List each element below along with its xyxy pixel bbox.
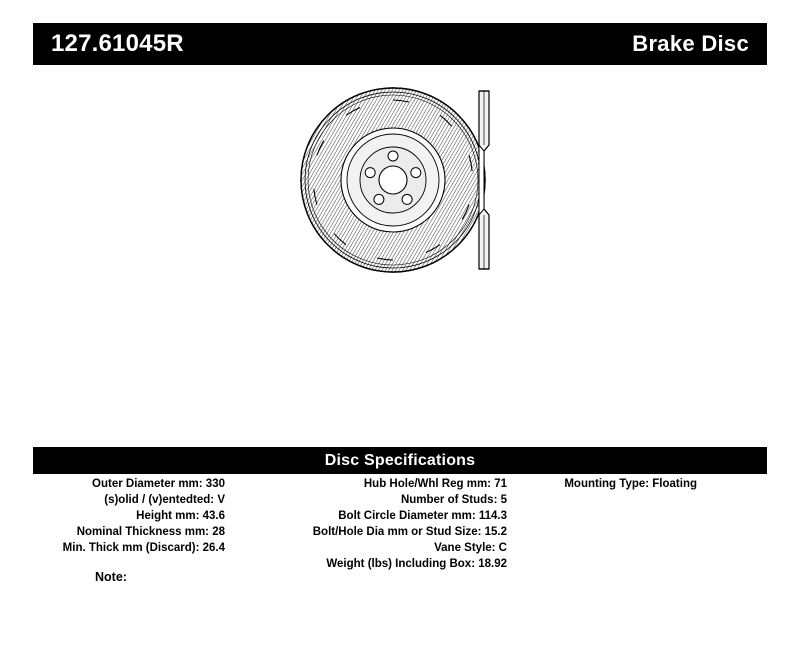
drawing-area [33, 75, 767, 430]
spec-nominal-thickness: Nominal Thickness mm: 28 [76, 526, 225, 538]
spec-mounting-type: Mounting Type: Floating [564, 478, 697, 490]
spec-title: Disc Specifications [324, 451, 476, 469]
part-number: 127.61045R [51, 30, 184, 57]
spec-column-middle [233, 476, 513, 572]
spec-min-thickness: Min. Thick mm (Discard): 26.4 [62, 542, 225, 554]
spec-vane-style: Vane Style: C [434, 542, 507, 554]
brake-rotor-edge-view [453, 85, 513, 280]
spec-height: Height mm: 43.6 [136, 510, 225, 522]
spec-solid-vented: (s)olid / (v)entedted: V [104, 494, 225, 506]
note-label: Note: [95, 570, 127, 584]
spec-title-bar [33, 447, 767, 474]
spec-number-of-studs: Number of Studs: 5 [400, 494, 507, 506]
spec-bolt-hole-dia: Bolt/Hole Dia mm or Stud Size: 15.2 [312, 526, 507, 538]
spec-weight: Weight (lbs) Including Box: 18.92 [326, 558, 507, 570]
product-type: Brake Disc [632, 31, 749, 56]
spec-column-left [33, 476, 233, 572]
spec-hub-hole: Hub Hole/Whl Reg mm: 71 [363, 478, 507, 490]
header-bar [33, 23, 767, 65]
spec-columns [33, 476, 767, 572]
spec-column-right [513, 476, 767, 572]
spec-bolt-circle-diameter: Bolt Circle Diameter mm: 114.3 [338, 510, 507, 522]
spec-outer-diameter: Outer Diameter mm: 330 [92, 478, 225, 490]
